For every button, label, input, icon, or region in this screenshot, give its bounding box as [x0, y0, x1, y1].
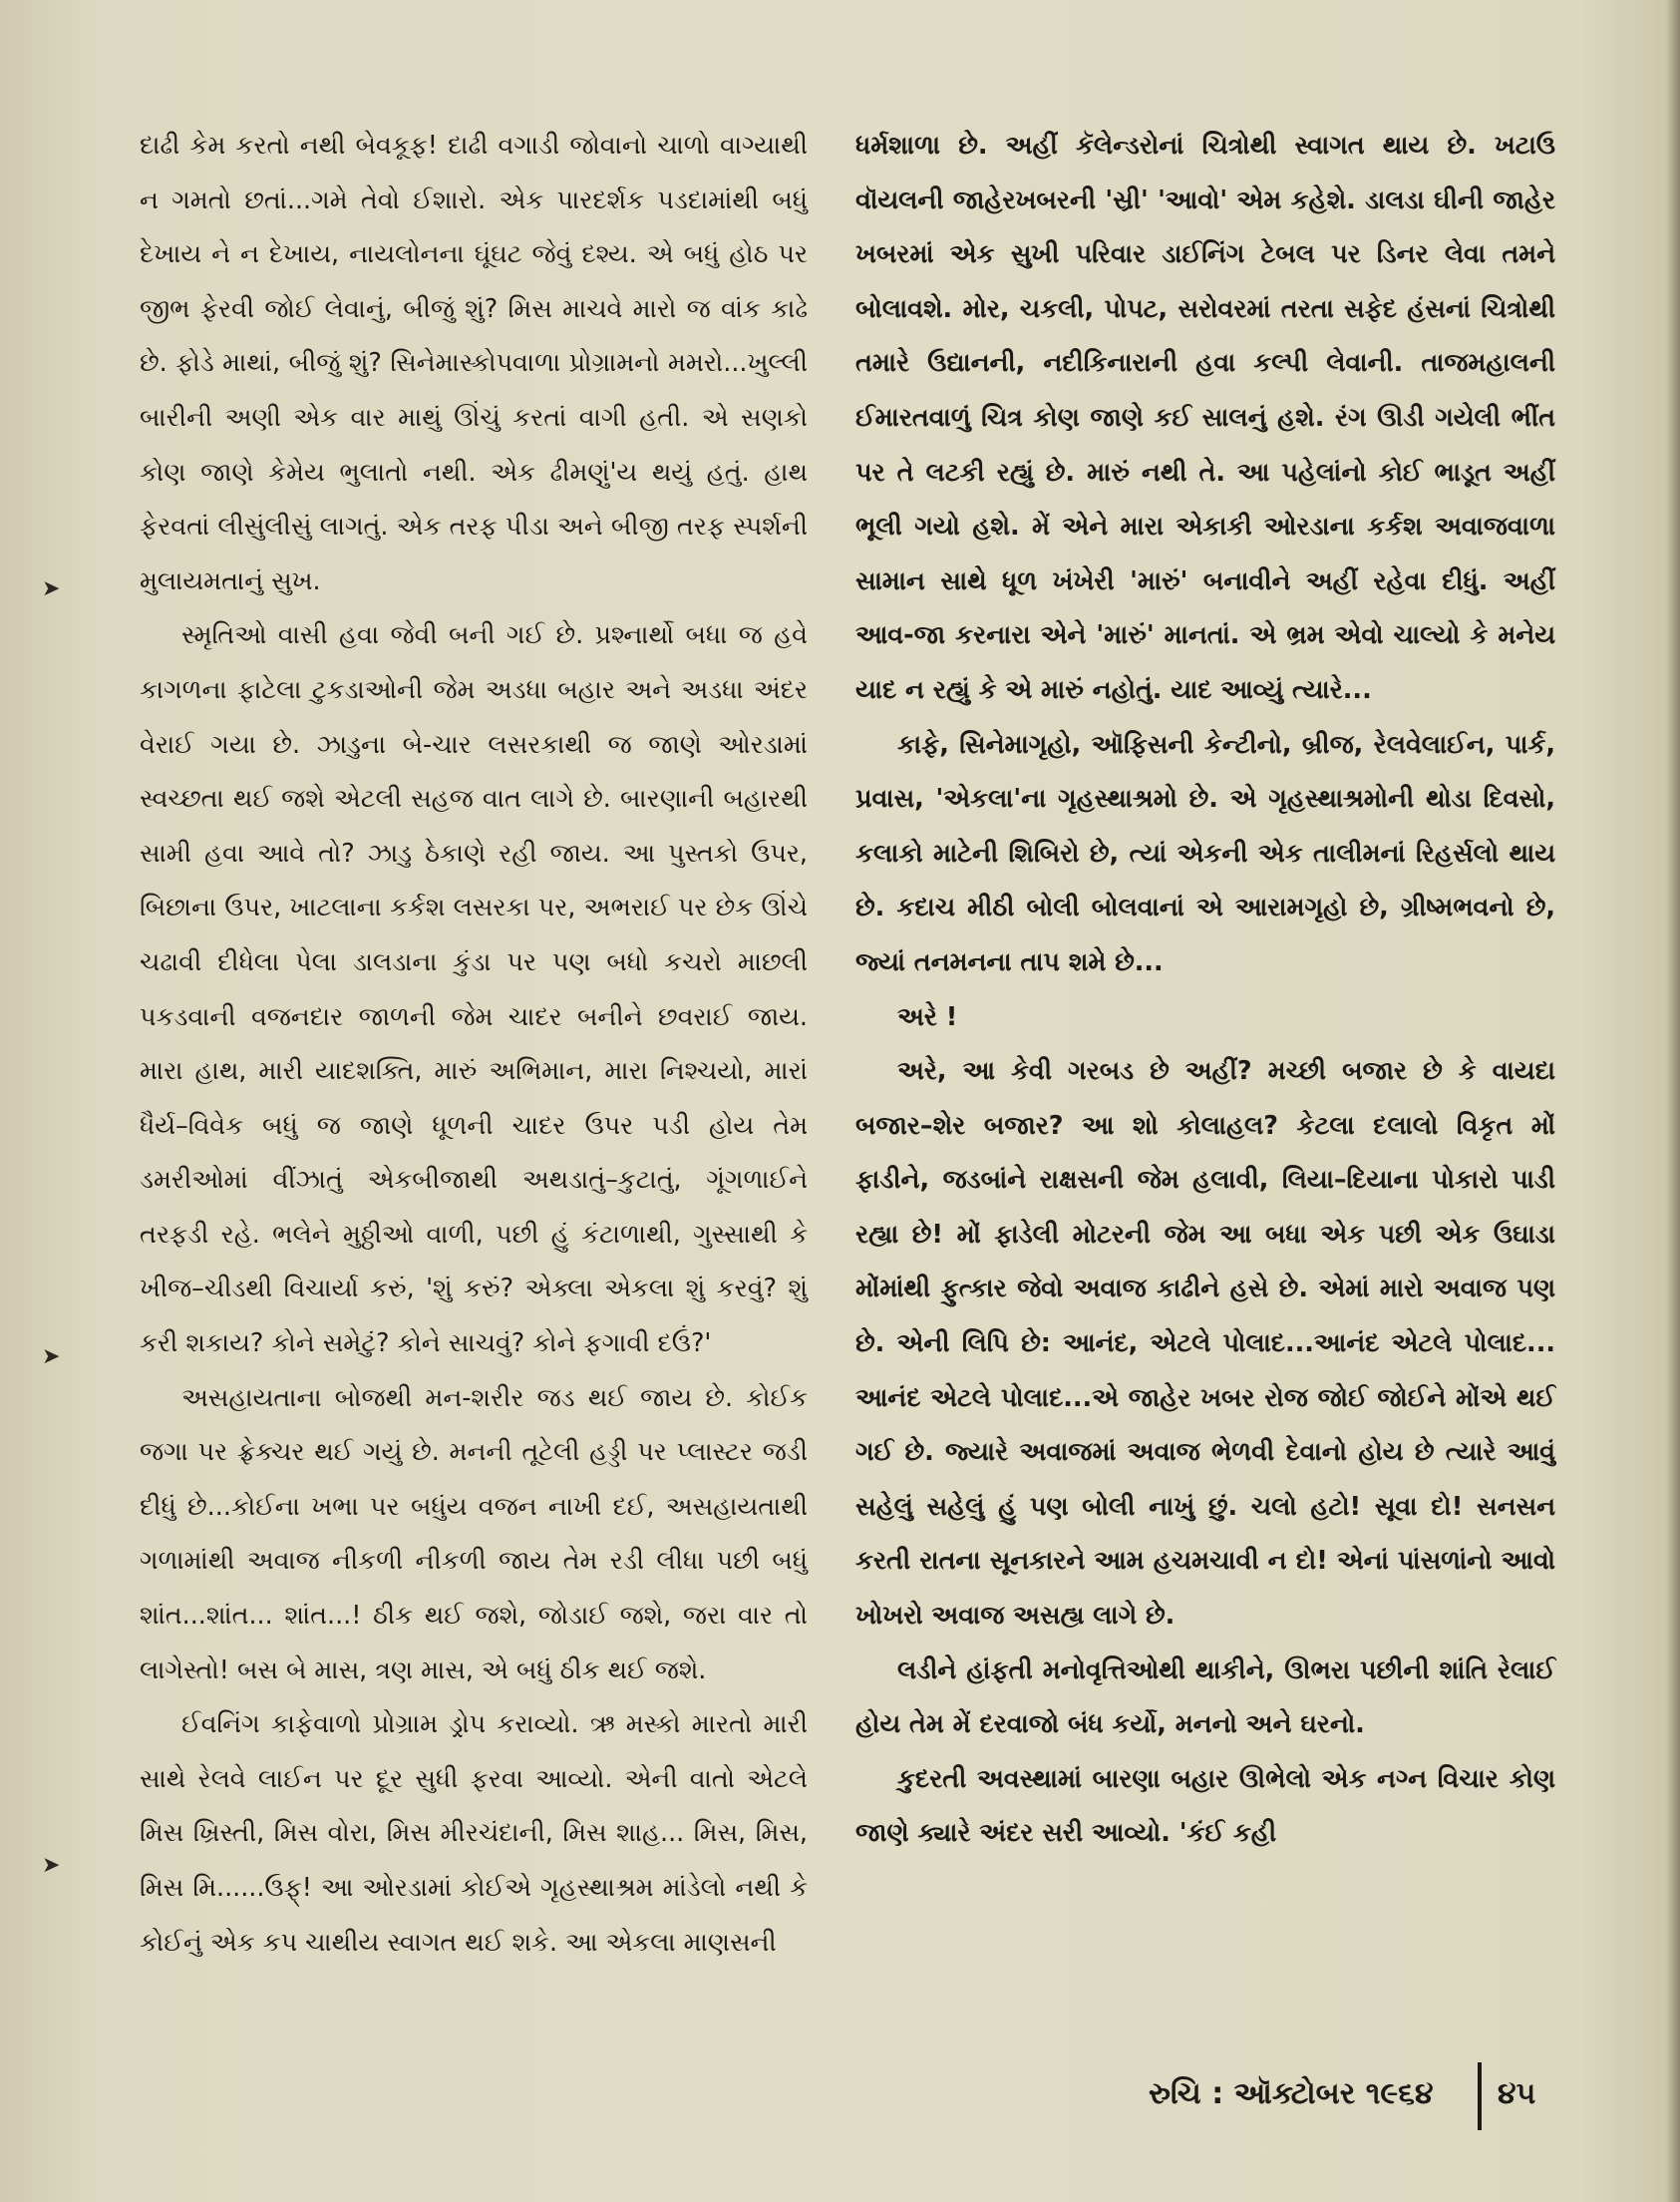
- margin-mark: ➤: [42, 1344, 61, 1369]
- left-column: [140, 118, 808, 1969]
- paragraph: અસહાયતાના બોજથી મન-શરીર જડ થઈ જાય છે. કોઈક જગા પર ફ્રેક્ચર થઈ ગયું છે. મનની તૂટેલી હડ્ડી પર પ્લાસ્ટર જડી દીધું છે...કોઈના ખભા પર બધુંય વજન નાખી દઈ, અસહાયતાથી ગળામાંથી અવાજ નીકળી નીકળી જાય તેમ રડી લીધા પછી બધું શાંત...શાંત... શાંત...! ઠીક થઈ જશે, જોડાઈ જશે, જરા વાર તો લાગેસ્તો! બસ બે માસ, ત્રણ માસ, એ બધું ઠીક થઈ જશે.: [140, 1381, 808, 1684]
- paragraph: અરે, આ કેવી ગરબડ છે અહીં? મચ્છી બજાર છે કે વાયદા બજાર–શેર બજાર? આ શો કોલાહલ? કેટલા દલાલો વિકૃત મોં ફાડીને, જડબાંને રાક્ષસની જેમ હલાવી, લિયા–દિયાના પોકારો પાડી રહ્યા છે! મોં ફાડેલી મોટરની જેમ આ બધા એક પછી એક ઉઘાડા મોંમાંથી ફુત્કાર જેવો અવાજ કાઢીને હસે છે. એમાં મારો અવાજ પણ છે. એની લિપિ છે: આનંદ, એટલે પોલાદ...આનંદ એટલે પોલાદ... આનંદ એટલે પોલાદ...એ જાહેર ખબર રોજ જોઈ જોઈને મોંએ થઈ ગઈ છે. જ્યારે અવાજમાં અવાજ ભેળવી દેવાનો હોય છે ત્યારે આવું સહેલું સહેલું હું પણ બોલી નાખું છું. ચલો હટો! સૂવા દો! સનસન કરતી રાતના સૂનકારને આમ હચમચાવી ન દો! એનાં પાંસળાંનો આવો ખોખરો અવાજ અસહ્ય લાગે છે.: [855, 1055, 1555, 1631]
- paragraph: લડીને હાંફતી મનોવૃત્તિઓથી થાકીને, ઊભરા પછીની શાંતિ રેલાઈ હોય તેમ મેં દરવાજો બંધ કર્યો, મનનો અને ઘરનો.: [855, 1653, 1555, 1739]
- paragraph: અરે !: [897, 1000, 958, 1031]
- paragraph: ઈવનિંગ કાફેવાળો પ્રોગ્રામ ડ્રોપ કરાવ્યો. ઋ મસ્કો મારતો મારી સાથે રેલવે લાઈન પર દૂર સુધી ફરવા આવ્યો. એની વાતો એટલે મિસ ખ્રિસ્તી, મિસ વોરા, મિસ મીરચંદાની, મિસ શાહ... મિસ, મિસ, મિસ મિ......ઉફ્! આ ઓરડામાં કોઈએ ગૃહસ્થાશ્રમ માંડેલો નથી કે કોઈનું એક કપ ચાથીય સ્વાગત થઈ શકે. આ એકલા માણસની: [140, 1708, 808, 1957]
- footer-divider: [1478, 2062, 1482, 2130]
- page-edge-shadow: [1666, 0, 1680, 2202]
- paragraph: કાફે, સિનેમાગૃહો, ઑફિસની કેન્ટીનો, બ્રીજ, રેલવેલાઈન, પાર્ક, પ્રવાસ, 'એકલા'ના ગૃહસ્થાશ્રમો છે. એ ગૃહસ્થાશ્રમોની થોડા દિવસો, કલાકો માટેની શિબિરો છે, ત્યાં એકની એક તાલીમનાં રિહર્સલો થાય છે. કદાચ મીઠી બોલી બોલવાનાં એ આરામગૃહો છે, ગ્રીષ્મભવનો છે, જ્યાં તનમનના તાપ શમે છે...: [855, 728, 1555, 976]
- magazine-issue: રુચિ : ઑક્ટોબર ૧૯૬૪: [1149, 2076, 1434, 2111]
- right-column: [855, 118, 1555, 1860]
- paragraph: સ્મૃતિઓ વાસી હવા જેવી બની ગઈ છે. પ્રશ્નાર્થો બધા જ હવે કાગળના ફાટેલા ટુકડાઓની જેમ અડધા બહાર અને અડધા અંદર વેરાઈ ગયા છે. ઝાડુના બે-ચાર લસરકાથી જ જાણે ઓરડામાં સ્વચ્છતા થઈ જશે એટલી સહજ વાત લાગે છે. બારણાની બહારથી સામી હવા આવે તો? ઝાડુ ઠેકાણે રહી જાય. આ પુસ્તકો ઉપર, બિછાના ઉપર, ખાટલાના કર્કશ લસરકા પર, અભરાઈ પર છેક ઊંચે ચઢાવી દીધેલા પેલા ડાલડાના કુંડા પર પણ બધો કચરો માછલી પકડવાની વજનદાર જાળની જેમ ચાદર બનીને છવરાઈ જાય. મારા હાથ, મારી યાદશક્તિ, મારું અભિમાન, મારા નિશ્ચયો, મારાં ધૈર્ય–વિવેક બધું જ જાણે ધૂળની ચાદર ઉપર પડી હોય તેમ ડમરીઓમાં વીંઝાતું એકબીજાથી અથડાતું–કુટાતું, ગૂંગળાઈને તરફડી રહે. ભલેને મુઠ્ઠીઓ વાળી, પછી હું કંટાળાથી, ગુસ્સાથી કે ખીજ–ચીડથી વિચાર્યા કરું, 'શું કરું? એક્લા એકલા શું કરવું? શું કરી શકાય? કોને સમેટું? કોને સાચવું? કોને ફગાવી દઉં?': [140, 619, 808, 1358]
- page-footer: [1117, 2062, 1585, 2132]
- paragraph: દાઢી કેમ કરતો નથી બેવકૂફ! દાઢી વગાડી જોવાનો ચાળો વાગ્યાથી ન ગમતો છતાં...ગમે તેવો ઈશારો. એક પારદર્શક પડદામાંથી બધું દેખાય ને ન દેખાય, નાયલોનના ઘૂંઘટ જેવું દશ્ય. એ બધું હોઠ પર જીભ ફેરવી જોઈ લેવાનું, બીજું શું? મિસ માચવે મારો જ વાંક કાઢે છે. ફોડે માથાં, બીજું શું? સિનેમાસ્કોપવાળા પ્રોગ્રામનો મમરો...ખુલ્લી બારીની અણી એક વાર માથું ઊંચું કરતાં વાગી હતી. એ સણકો કોણ જાણે કેમેય ભુલાતો નથી. એક ઢીમણું'ય થયું હતું. હાથ ફેરવતાં લીસુંલીસું લાગતું. એક તરફ પીડા અને બીજી તરફ સ્પર્શની મુલાયમતાનું સુખ.: [140, 130, 808, 595]
- paragraph: કુદરતી અવસ્થામાં બારણા બહાર ઊભેલો એક નગ્ન વિચાર કોણ જાણે ક્યારે અંદર સરી આવ્યો. 'કંઈ કહી: [855, 1762, 1555, 1848]
- page-number: ૪૫: [1498, 2076, 1536, 2111]
- margin-mark: ➤: [42, 1853, 61, 1878]
- paragraph: ધર્મશાળા છે. અહીં કૅલેન્ડરોનાં ચિત્રોથી સ્વાગત થાય છે. ખટાઉ વૉયલની જાહેરખબરની 'સ્રી' 'આવો' એમ કહેશે. ડાલડા ઘીની જાહેર ખબરમાં એક સુખી પરિવાર ડાઈનિંગ ટેબલ પર ડિનર લેવા તમને બોલાવશે. મોર, ચકલી, પોપટ, સરોવરમાં તરતા સફેદ હંસનાં ચિત્રોથી તમારે ઉદ્યાનની, નદીકિનારાની હવા કલ્પી લેવાની. તાજમહાલની ઈમારતવાળું ચિત્ર કોણ જાણે કઈ સાલનું હશે. રંગ ઊડી ગયેલી ભીંત પર તે લટકી રહ્યું છે. મારું નથી તે. આ પહેલાંનો કોઈ ભાડૂત અહીં ભૂલી ગયો હશે. મેં એને મારા એકાકી ઓરડાના કર્કશ અવાજવાળા સામાન સાથે ધૂળ ખંખેરી 'મારું' બનાવીને અહીં રહેવા દીધું. અહીં આવ-જા કરનારા એને 'મારું' માનતાં. એ ભ્રમ એવો ચાલ્યો કે મનેય યાદ ન રહ્યું કે એ મારું નહોતું. યાદ આવ્યું ત્યારે...: [855, 130, 1555, 704]
- margin-mark: ➤: [42, 576, 61, 601]
